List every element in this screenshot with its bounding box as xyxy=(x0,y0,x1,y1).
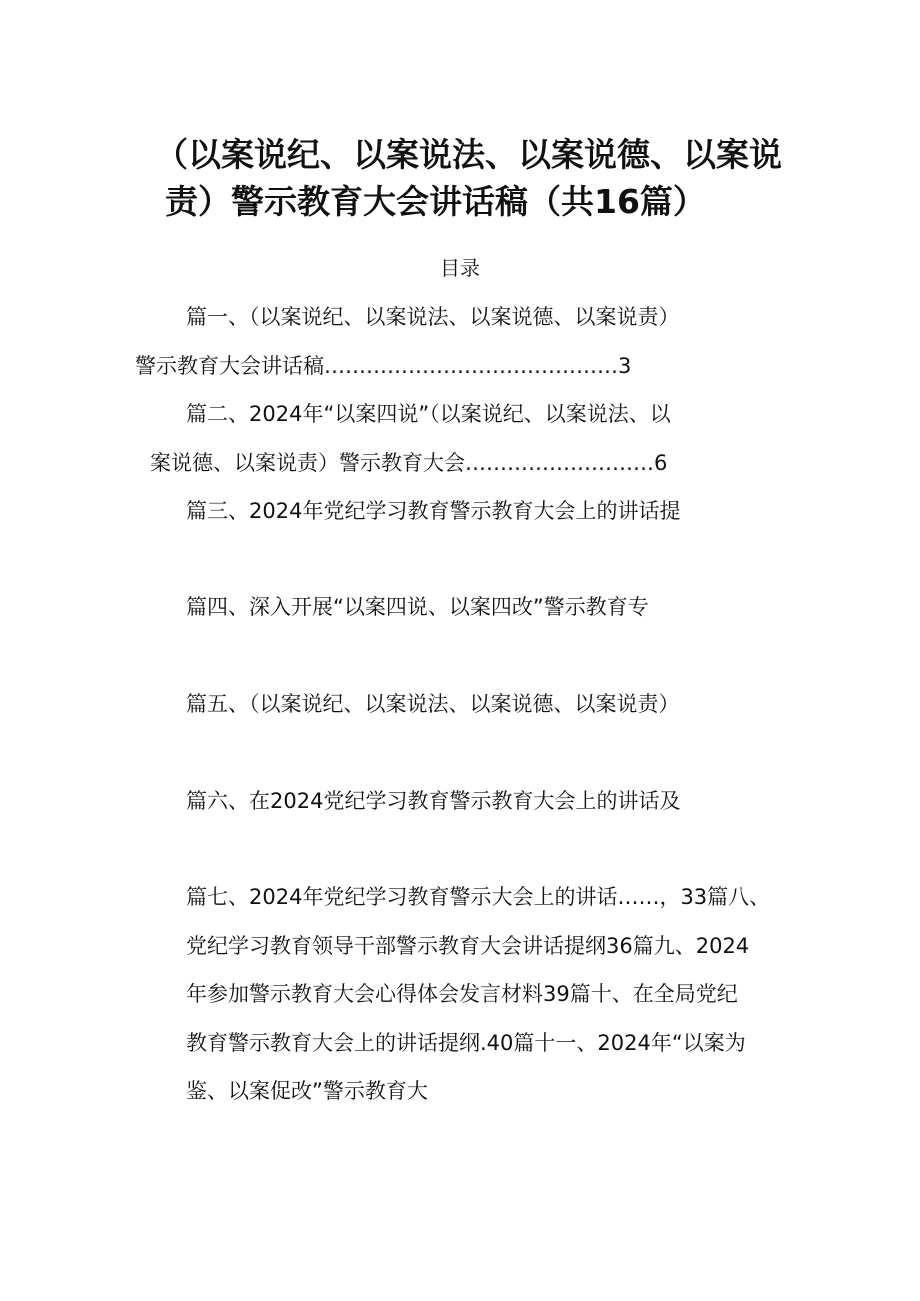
toc-heading: 目录 xyxy=(440,256,480,280)
document-title-line-2: 责）警示教育大会讲话稿（共16篇） xyxy=(165,182,706,221)
toc-entry: 篇七、2024年党纪学习教育警示大会上的讲话……，33篇八、 xyxy=(186,885,771,909)
toc-entry: 篇五、（以案说纪、以案说法、以案说德、以案说责） xyxy=(186,692,680,716)
toc-entry: 警示教育大会讲话稿……………………………………3 xyxy=(135,354,632,378)
toc-entry: 案说德、以案说责）警示教育大会………………………6 xyxy=(150,451,668,475)
toc-entry: 党纪学习教育领导干部警示教育大会讲话提纲36篇九、2024 xyxy=(186,934,750,958)
toc-entry: 年参加警示教育大会心得体会发言材料39篇十、在全局党纪 xyxy=(186,982,738,1006)
toc-entry: 篇二、2024年“以案四说”（以案说纪、以案说法、以 xyxy=(186,402,671,426)
toc-entry: 篇四、深入开展“以案四说、以案四改”警示教育专 xyxy=(186,595,649,619)
toc-entry: 教育警示教育大会上的讲话提纲.40篇十一、2024年“以案为 xyxy=(186,1031,746,1055)
toc-entry: 篇三、2024年党纪学习教育警示教育大会上的讲话提 xyxy=(186,499,681,523)
document-title-line-1: （以案说纪、以案说法、以案说德、以案说 xyxy=(155,135,782,174)
toc-entry: 鉴、以案促改”警示教育大 xyxy=(186,1079,428,1103)
toc-entry: 篇一、（以案说纪、以案说法、以案说德、以案说责） xyxy=(186,305,680,329)
toc-entry: 篇六、在2024党纪学习教育警示教育大会上的讲话及 xyxy=(186,789,681,813)
